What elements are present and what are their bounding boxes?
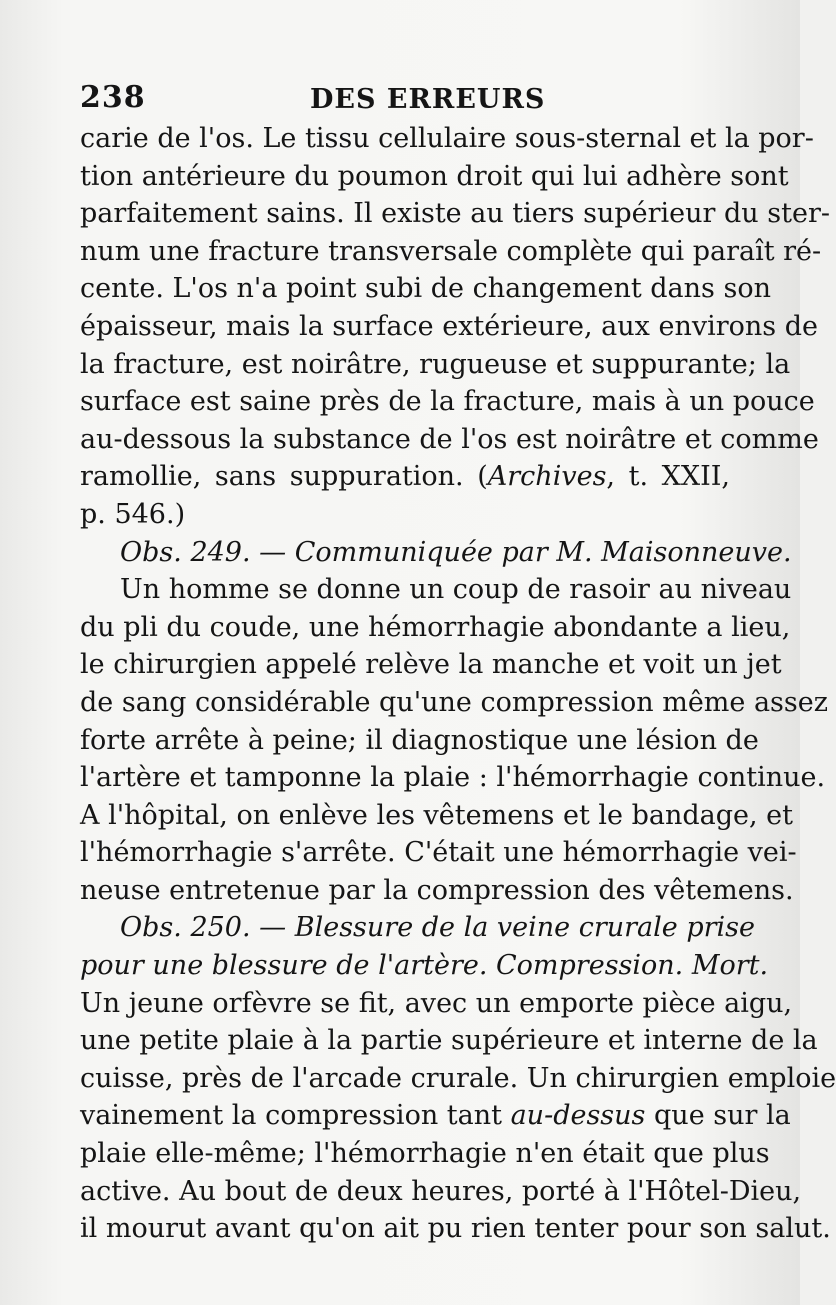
observation-heading	[80, 909, 756, 947]
text-line: Un jeune orfèvre se fit, avec un emporte pièce aigu,	[80, 987, 793, 1019]
citation-line	[80, 458, 730, 496]
citation-source: Archives	[487, 461, 607, 493]
observation-label: Obs. 250. —	[120, 912, 287, 944]
text-line: num une fracture transversale complète qui paraît ré-	[80, 235, 822, 267]
text-line: le chirurgien appelé relève la manche et voit un jet	[80, 649, 782, 681]
citation-volume: , t. XXII,	[606, 461, 730, 493]
text-line: plaie elle-même; l'hémorrhagie n'en était que plus	[80, 1138, 770, 1170]
text-line: l'hémorrhagie s'arrête. C'était une hémorrhagie vei-	[80, 837, 797, 869]
text-line: Un homme se donne un coup de rasoir au niveau	[120, 574, 792, 606]
emphasis-text: au-dessus	[510, 1100, 646, 1132]
text-line: l'artère et tamponne la plaie : l'hémorrhagie continue.	[80, 762, 826, 794]
text-line: la fracture, est noirâtre, rugueuse et suppurante; la	[80, 348, 791, 380]
observation-label: Obs. 249. —	[120, 536, 287, 568]
citation-page: p. 546.)	[80, 498, 186, 530]
text-line: de sang considérable qu'une compression même assez	[80, 686, 828, 718]
observation-title-cont: pour une blessure de l'artère. Compression. Mort.	[80, 950, 769, 982]
observation-title: Communiquée par M. Maisonneuve.	[294, 536, 792, 568]
text-line: forte arrête à peine; il diagnostique une lésion de	[80, 724, 759, 756]
text-line: du pli du coude, une hémorrhagie abondante a lieu,	[80, 611, 791, 643]
text-line: au-dessous la substance de l'os est noirâtre et comme	[80, 423, 819, 455]
text-line: tion antérieure du poumon droit qui lui adhère sont	[80, 160, 789, 192]
text-line: une petite plaie à la partie supérieure et interne de la	[80, 1025, 818, 1057]
body-text	[80, 120, 836, 1248]
text-line: surface est saine près de la fracture, mais à un pouce	[80, 386, 815, 418]
text-line-mixed	[80, 1097, 791, 1135]
observation-title: Blessure de la veine crurale prise	[294, 912, 756, 944]
page-header	[80, 80, 730, 124]
page-number: 238	[80, 80, 146, 115]
text-line: épaisseur, mais la surface extérieure, aux environs de	[80, 310, 818, 342]
text-line: carie de l'os. Le tissu cellulaire sous-sternal et la por-	[80, 123, 814, 154]
citation-text: ramollie, sans suppuration. (	[80, 461, 488, 493]
text-line: cuisse, près de l'arcade crurale. Un chirurgien emploie	[80, 1062, 836, 1094]
running-title: DES ERREURS	[310, 84, 546, 115]
text-line: neuse entretenue par la compression des vêtemens.	[80, 874, 794, 906]
text-segment: vainement la compression tant	[80, 1100, 502, 1132]
text-line: active. Au bout de deux heures, porté à l'Hôtel-Dieu,	[80, 1175, 802, 1207]
observation-heading	[80, 534, 792, 572]
text-line: parfaitement sains. Il existe au tiers supérieur du ster-	[80, 198, 830, 230]
text-line: cente. L'os n'a point subi de changement dans son	[80, 273, 771, 305]
text-line: A l'hôpital, on enlève les vêtemens et le bandage, et	[80, 799, 794, 831]
text-segment: que sur la	[654, 1100, 791, 1132]
text-line: il mourut avant qu'on ait pu rien tenter pour son salut.	[80, 1213, 831, 1245]
